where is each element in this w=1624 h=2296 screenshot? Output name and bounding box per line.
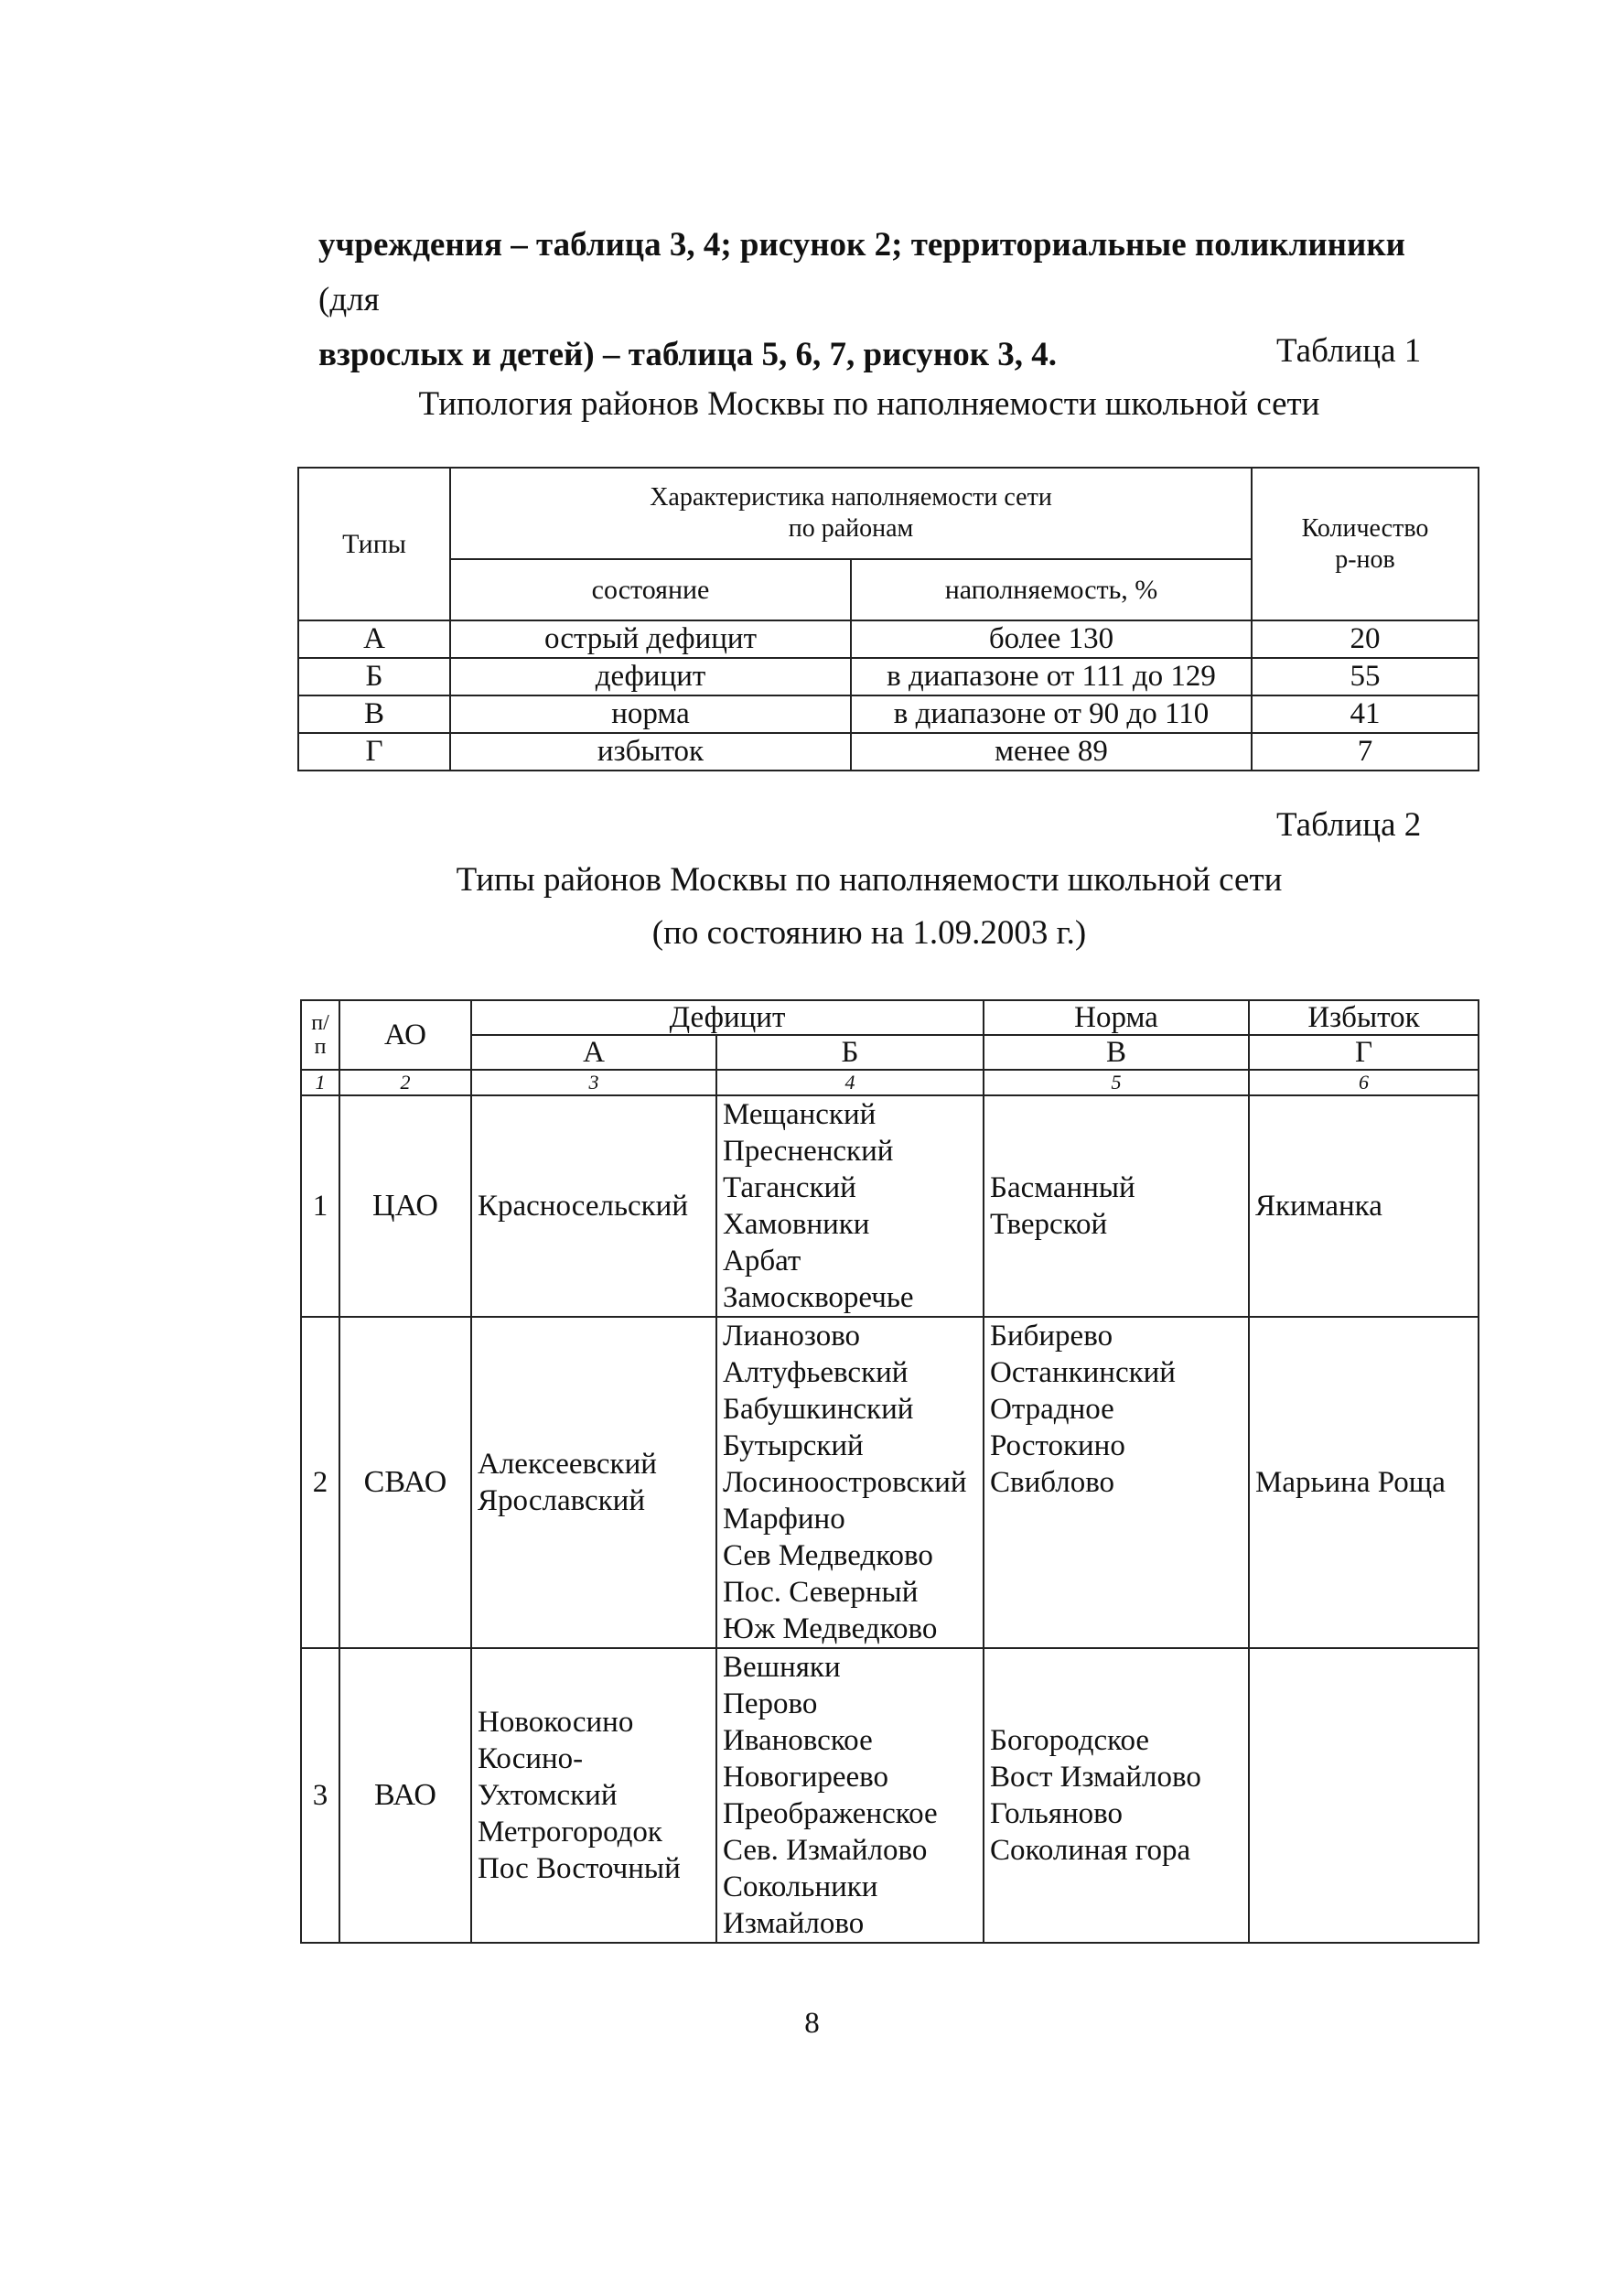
district-name: Тверской [990, 1208, 1108, 1241]
table1-cell-fill: в диапазоне от 111 до 129 [851, 658, 1252, 695]
table2-header-v: В [984, 1035, 1249, 1070]
table2-header-num-line1: п/ [311, 1011, 329, 1035]
table1-header-count-line2: р-нов [1335, 544, 1395, 574]
district-name: Ивановское [723, 1724, 873, 1757]
table1-header-state: состояние [450, 559, 851, 620]
table2-column-number: 2 [339, 1070, 471, 1095]
table1-cell-fill: в диапазоне от 90 до 110 [851, 695, 1252, 733]
table1-row [298, 733, 1479, 771]
table1-cell-state: избыток [450, 733, 851, 771]
table2 [300, 999, 1479, 1944]
district-name: Бутырский [723, 1429, 864, 1462]
district-name: Вешняки [723, 1651, 841, 1684]
district-name: Замоскворечье [723, 1281, 914, 1314]
table1-cell-count: 55 [1252, 658, 1479, 695]
district-name: Бабушкинский [723, 1393, 914, 1426]
intro-paragraph [318, 218, 1444, 383]
table2-cell-g [1249, 1648, 1479, 1943]
district-name: Ростокино [990, 1429, 1125, 1462]
table2-cell-v [984, 1648, 1249, 1943]
district-name: Юж Медведково [723, 1612, 938, 1645]
table1-cell-fill: менее 89 [851, 733, 1252, 771]
table1-row [298, 658, 1479, 695]
district-name: Преображенское [723, 1797, 938, 1830]
intro-text-light: (для [318, 281, 380, 318]
district-name: Лианозово [723, 1320, 861, 1353]
district-name: Марьина Роща [1255, 1466, 1446, 1499]
table2-header-a: А [471, 1035, 716, 1070]
table1-row [298, 620, 1479, 658]
district-name: Марфино [723, 1503, 845, 1536]
table2-cell-ao: ВАО [339, 1648, 471, 1943]
district-name: Метрогородок [478, 1816, 662, 1849]
table1-label: Таблица 1 [1276, 332, 1422, 370]
intro-text-2: взрослых и детей) – таблица 5, 6, 7, рисунок 3, 4. [318, 336, 1058, 373]
district-name: Отрадное [990, 1393, 1114, 1426]
page-number: 8 [804, 2007, 820, 2040]
district-name: Хамовники [723, 1208, 870, 1241]
table1-header-characteristic [450, 468, 1252, 559]
table1-header-characteristic-line1: Характеристика наполняемости сети [650, 483, 1052, 512]
table2-cell-ao: ЦАО [339, 1095, 471, 1317]
table1-cell-state: норма [450, 695, 851, 733]
table1-cell-type: В [298, 695, 450, 733]
table2-row [301, 1648, 1479, 1943]
table2-column-number: 5 [984, 1070, 1249, 1095]
district-name: Косино- [478, 1742, 584, 1775]
district-name: Соколиная гора [990, 1834, 1191, 1867]
district-name: Алтуфьевский [723, 1356, 909, 1389]
district-name: Богородское [990, 1724, 1150, 1757]
table2-cell-num: 2 [301, 1317, 339, 1648]
district-name: Лосиноостровский [723, 1466, 967, 1499]
district-name: Бибирево [990, 1320, 1113, 1353]
table1-header-characteristic-line2: по районам [788, 514, 914, 543]
table2-row [301, 1317, 1479, 1648]
district-name: Сев. Измайлово [723, 1834, 928, 1867]
table2-cell-num: 3 [301, 1648, 339, 1943]
district-name: Якиманка [1255, 1190, 1382, 1223]
district-name: Пресненский [723, 1135, 894, 1168]
table2-cell-ao: СВАО [339, 1317, 471, 1648]
table2-cell-a [471, 1095, 716, 1317]
table1-cell-type: А [298, 620, 450, 658]
table2-cell-g [1249, 1317, 1479, 1648]
table1-row [298, 695, 1479, 733]
table2-column-number: 1 [301, 1070, 339, 1095]
district-name: Таганский [723, 1171, 856, 1204]
table2-cell-num: 1 [301, 1095, 339, 1317]
district-name: Свиблово [990, 1466, 1115, 1499]
table2-column-numbers-row [301, 1070, 1479, 1095]
table2-header-norm: Норма [984, 1000, 1249, 1035]
table2-cell-g [1249, 1095, 1479, 1317]
table2-header-excess: Избыток [1249, 1000, 1479, 1035]
table1-cell-state: острый дефицит [450, 620, 851, 658]
table2-header-deficit: Дефицит [471, 1000, 984, 1035]
table1-cell-count: 20 [1252, 620, 1479, 658]
district-name: Красносельский [478, 1190, 689, 1223]
district-name: Ухтомский [478, 1779, 618, 1812]
table1-cell-fill: более 130 [851, 620, 1252, 658]
district-name: Мещанский [723, 1098, 877, 1131]
intro-text-1: учреждения – таблица 3, 4; рисунок 2; территориальные поликлиники [318, 226, 1405, 264]
table2-cell-b [716, 1648, 984, 1943]
table2-column-number: 4 [716, 1070, 984, 1095]
table1 [297, 467, 1479, 771]
table1-header-count-line1: Количество [1301, 513, 1429, 543]
table1-title: Типология районов Москвы по наполняемости школьной сети [418, 385, 1320, 423]
district-name: Пос. Северный [723, 1576, 919, 1609]
table2-header-num [301, 1000, 339, 1070]
table1-header-count [1252, 468, 1479, 620]
table2-cell-v [984, 1317, 1249, 1648]
table2-title-line2: (по состоянию на 1.09.2003 г.) [651, 914, 1087, 952]
district-name: Измайлово [723, 1907, 865, 1940]
district-name: Арбат [723, 1245, 801, 1277]
district-name: Новогиреево [723, 1761, 889, 1794]
table1-cell-count: 41 [1252, 695, 1479, 733]
table1-cell-state: дефицит [450, 658, 851, 695]
table2-column-number: 6 [1249, 1070, 1479, 1095]
district-name: Новокосино [478, 1706, 634, 1739]
district-name: Пос Восточный [478, 1852, 681, 1885]
district-name: Басманный [990, 1171, 1135, 1204]
table2-title-line1: Типы районов Москвы по наполняемости школьной сети [456, 861, 1283, 899]
district-name: Ярославский [478, 1484, 645, 1517]
table2-cell-a [471, 1317, 716, 1648]
table2-cell-a [471, 1648, 716, 1943]
district-name: Сев Медведково [723, 1539, 933, 1572]
district-name: Вост Измайлово [990, 1761, 1201, 1794]
table1-header-types: Типы [298, 468, 450, 620]
table2-cell-v [984, 1095, 1249, 1317]
table2-row [301, 1095, 1479, 1317]
district-name: Алексеевский [478, 1448, 657, 1481]
table2-cell-b [716, 1095, 984, 1317]
district-name: Останкинский [990, 1356, 1176, 1389]
table2-header-num-line2: п [314, 1035, 327, 1059]
table1-cell-type: Б [298, 658, 450, 695]
table1-cell-type: Г [298, 733, 450, 771]
district-name: Гольяново [990, 1797, 1123, 1830]
table2-header-b: Б [716, 1035, 984, 1070]
table2-label: Таблица 2 [1276, 806, 1422, 844]
district-name: Сокольники [723, 1870, 878, 1903]
table2-cell-b [716, 1317, 984, 1648]
table2-column-number: 3 [471, 1070, 716, 1095]
table2-header-g: Г [1249, 1035, 1479, 1070]
district-name: Перово [723, 1687, 818, 1720]
table1-cell-count: 7 [1252, 733, 1479, 771]
table1-header-fill: наполняемость, % [851, 559, 1252, 620]
table2-header-ao: АО [339, 1000, 471, 1070]
